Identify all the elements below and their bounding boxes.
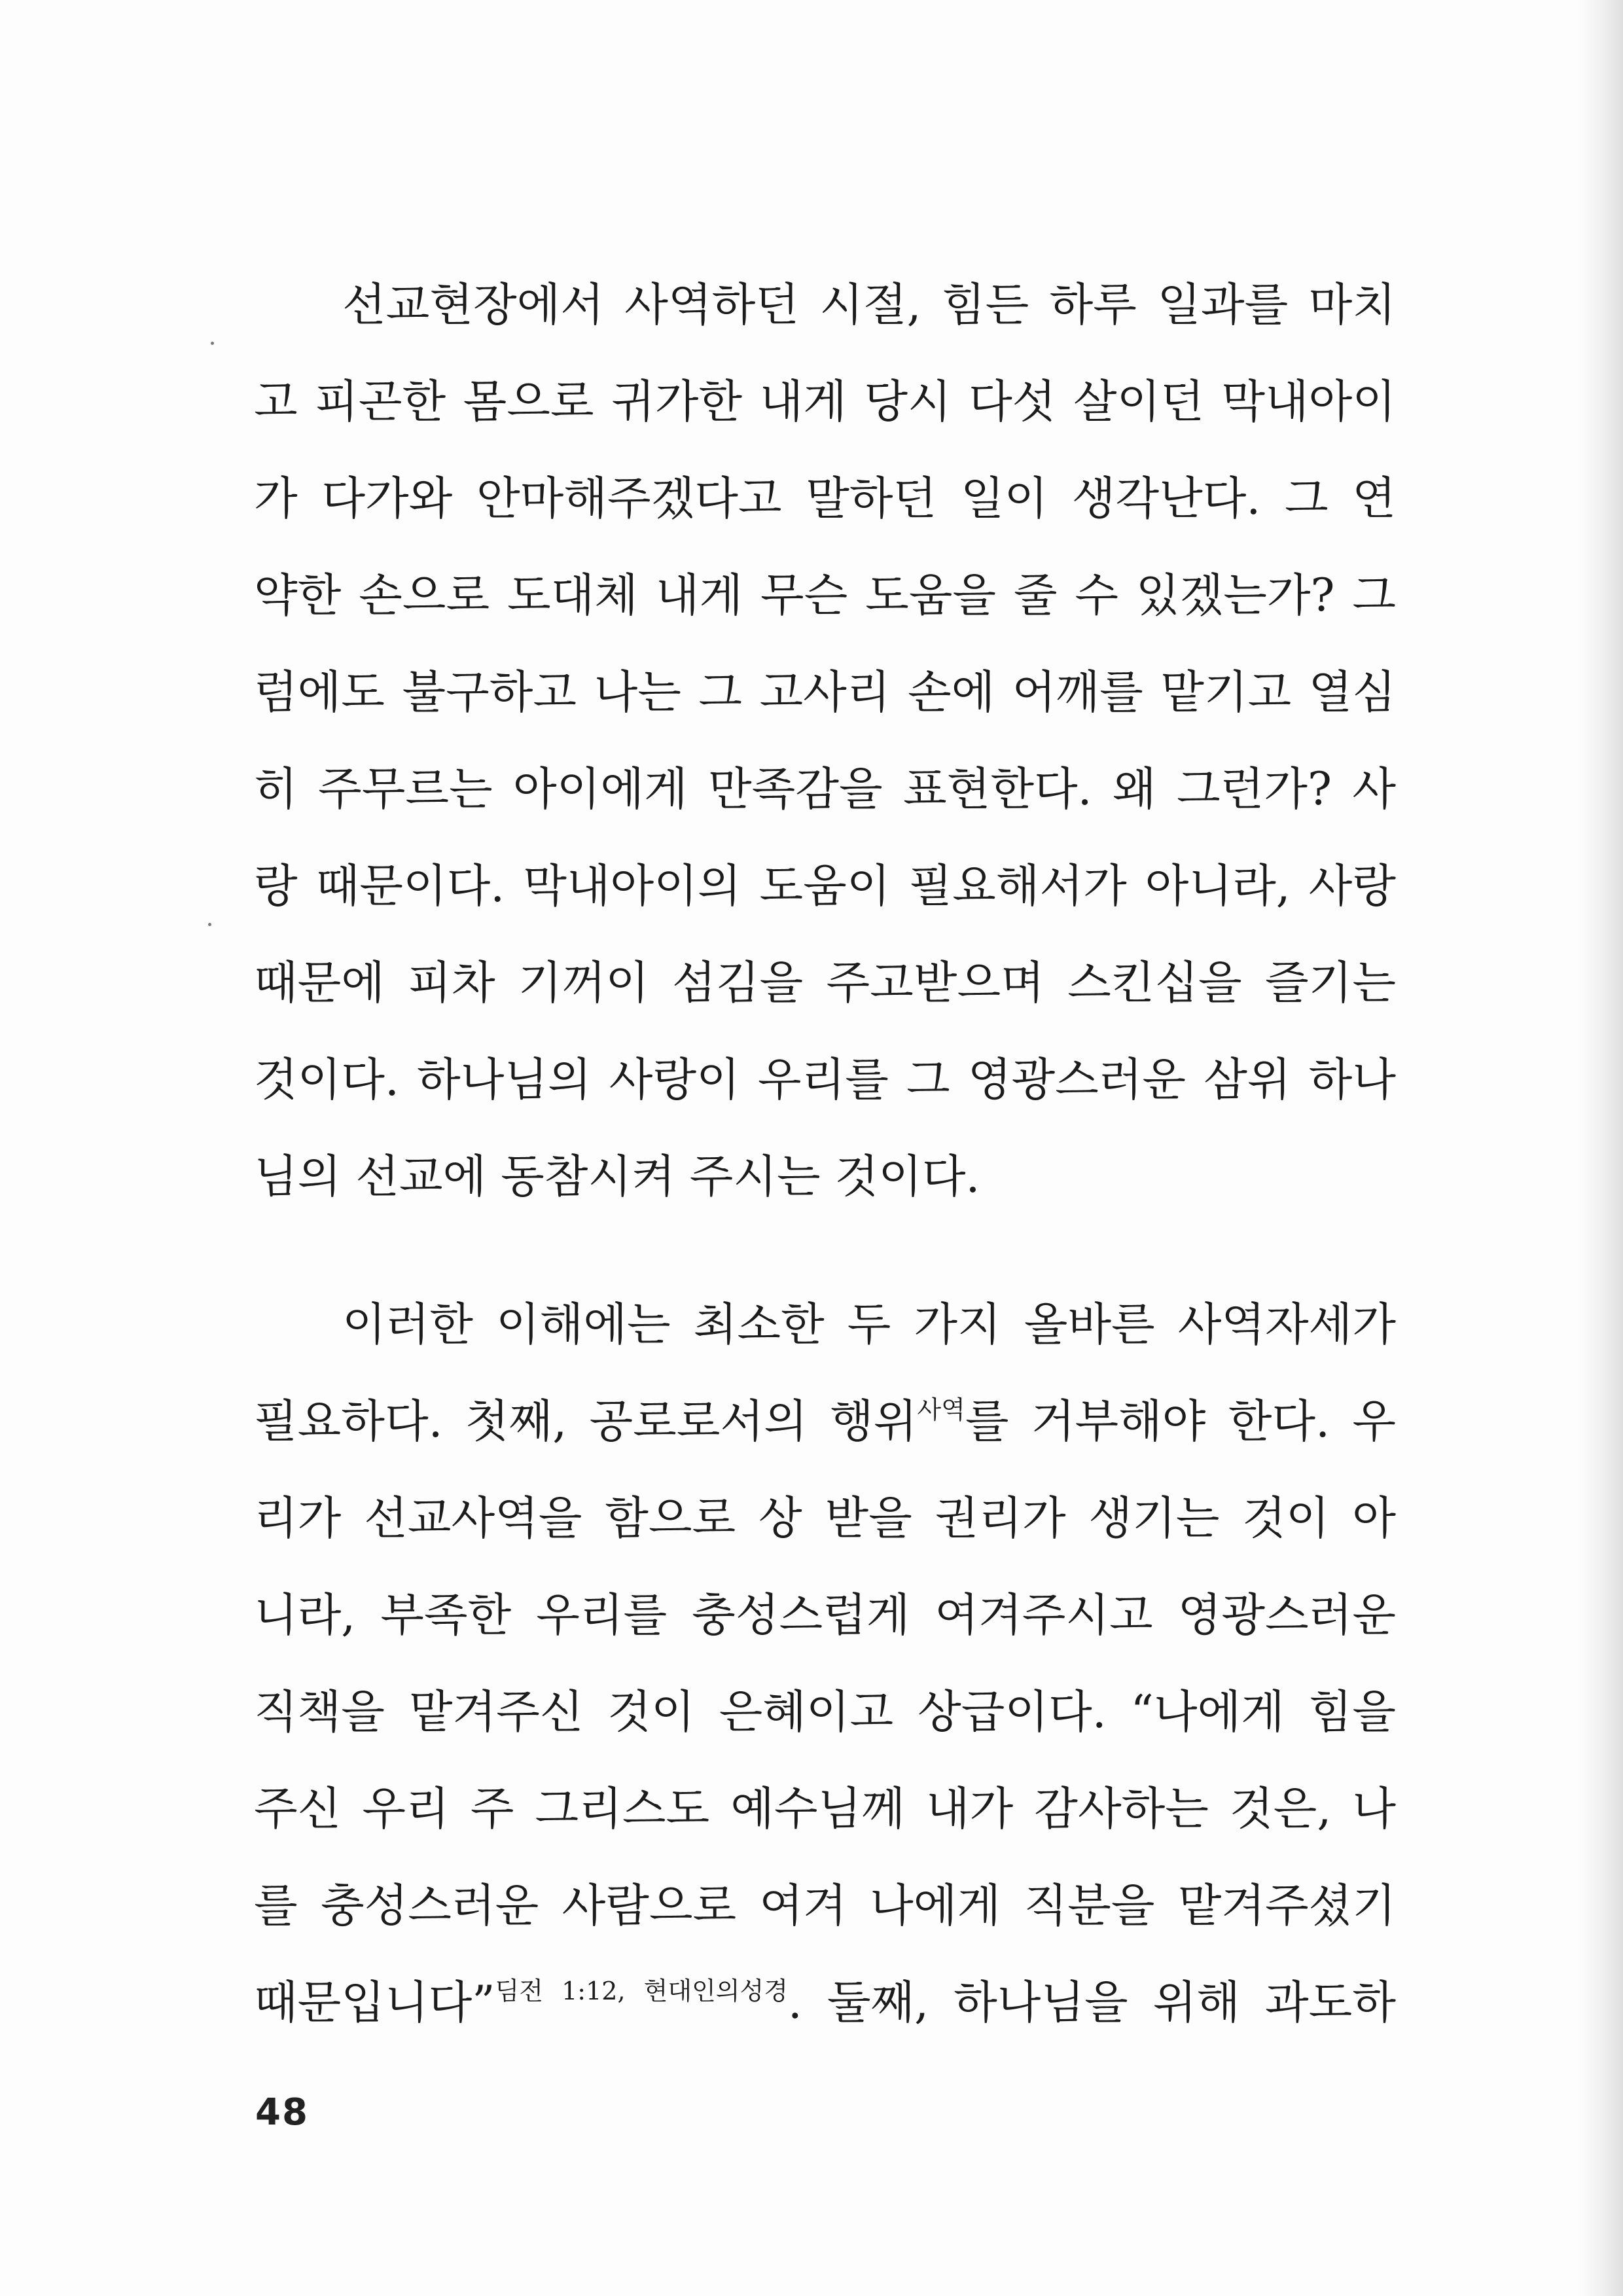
paragraph-line: 선교현장에서 사역하던 시절, 힘든 하루 일과를 마치 xyxy=(342,279,1396,331)
paragraph-line: 이러한 이해에는 최소한 두 가지 올바른 사역자세가 xyxy=(342,1299,1396,1351)
line-text: 를 거부해야 한다. 우 xyxy=(965,1395,1396,1448)
paragraph-line: 님의 선교에 동참시켜 주시는 것이다. xyxy=(254,1151,980,1203)
page-number: 48 xyxy=(255,2091,309,2134)
line-text: 때문입니다” xyxy=(254,1977,495,2029)
paragraph-line: 리가 선교사역을 함으로 상 받을 권리가 생기는 것이 아 xyxy=(254,1492,1396,1545)
paragraph-line: 약한 손으로 도대체 내게 무슨 도움을 줄 수 있겠는가? 그 xyxy=(254,569,1396,622)
paragraph-line: 히 주무르는 아이에게 만족감을 표현한다. 왜 그런가? 사 xyxy=(254,763,1396,816)
paragraph-line-with-annotation xyxy=(254,1373,1396,1470)
page-edge-shadow xyxy=(1577,0,1623,2296)
paragraph-line: 랑 때문이다. 막내아이의 도움이 필요해서가 아니라, 사랑 xyxy=(254,860,1396,912)
paragraph-2 xyxy=(254,1276,1396,2051)
line-text: . 둘째, 하나님을 위해 과도하 xyxy=(787,1977,1396,2029)
paragraph-line: 고 피곤한 몸으로 귀가한 내게 당시 다섯 살이던 막내아이 xyxy=(254,376,1396,428)
paragraph-line: 것이다. 하나님의 사랑이 우리를 그 영광스러운 삼위 하나 xyxy=(254,1054,1396,1106)
paragraph-1 xyxy=(254,257,1396,1225)
paragraph-line: 니라, 부족한 우리를 충성스럽게 여겨주시고 영광스러운 xyxy=(254,1589,1396,1641)
paragraph-line: 를 충성스러운 사람으로 여겨 나에게 직분을 맡겨주셨기 xyxy=(254,1880,1396,1932)
line-text: 필요하다. 첫째, 공로로서의 행위 xyxy=(254,1395,918,1448)
scan-speck xyxy=(211,342,214,345)
paragraph-line: 직책을 맡겨주신 것이 은혜이고 상급이다. “나에게 힘을 xyxy=(254,1686,1396,1738)
scripture-citation: 딤전 1:12, 현대인의성경 xyxy=(495,1977,788,2005)
paragraph-line-with-citation xyxy=(254,1954,1396,2051)
paragraph-line: 럼에도 불구하고 나는 그 고사리 손에 어깨를 맡기고 열심 xyxy=(254,666,1396,719)
paragraph-line: 주신 우리 주 그리스도 예수님께 내가 감사하는 것은, 나 xyxy=(254,1783,1396,1835)
paragraph-line: 가 다가와 안마해주겠다고 말하던 일이 생각난다. 그 연 xyxy=(254,473,1396,525)
paragraph-line: 때문에 피차 기꺼이 섬김을 주고받으며 스킨십을 즐기는 xyxy=(254,957,1396,1009)
ruby-annotation: 사역 xyxy=(917,1395,965,1424)
scan-speck xyxy=(208,923,211,926)
